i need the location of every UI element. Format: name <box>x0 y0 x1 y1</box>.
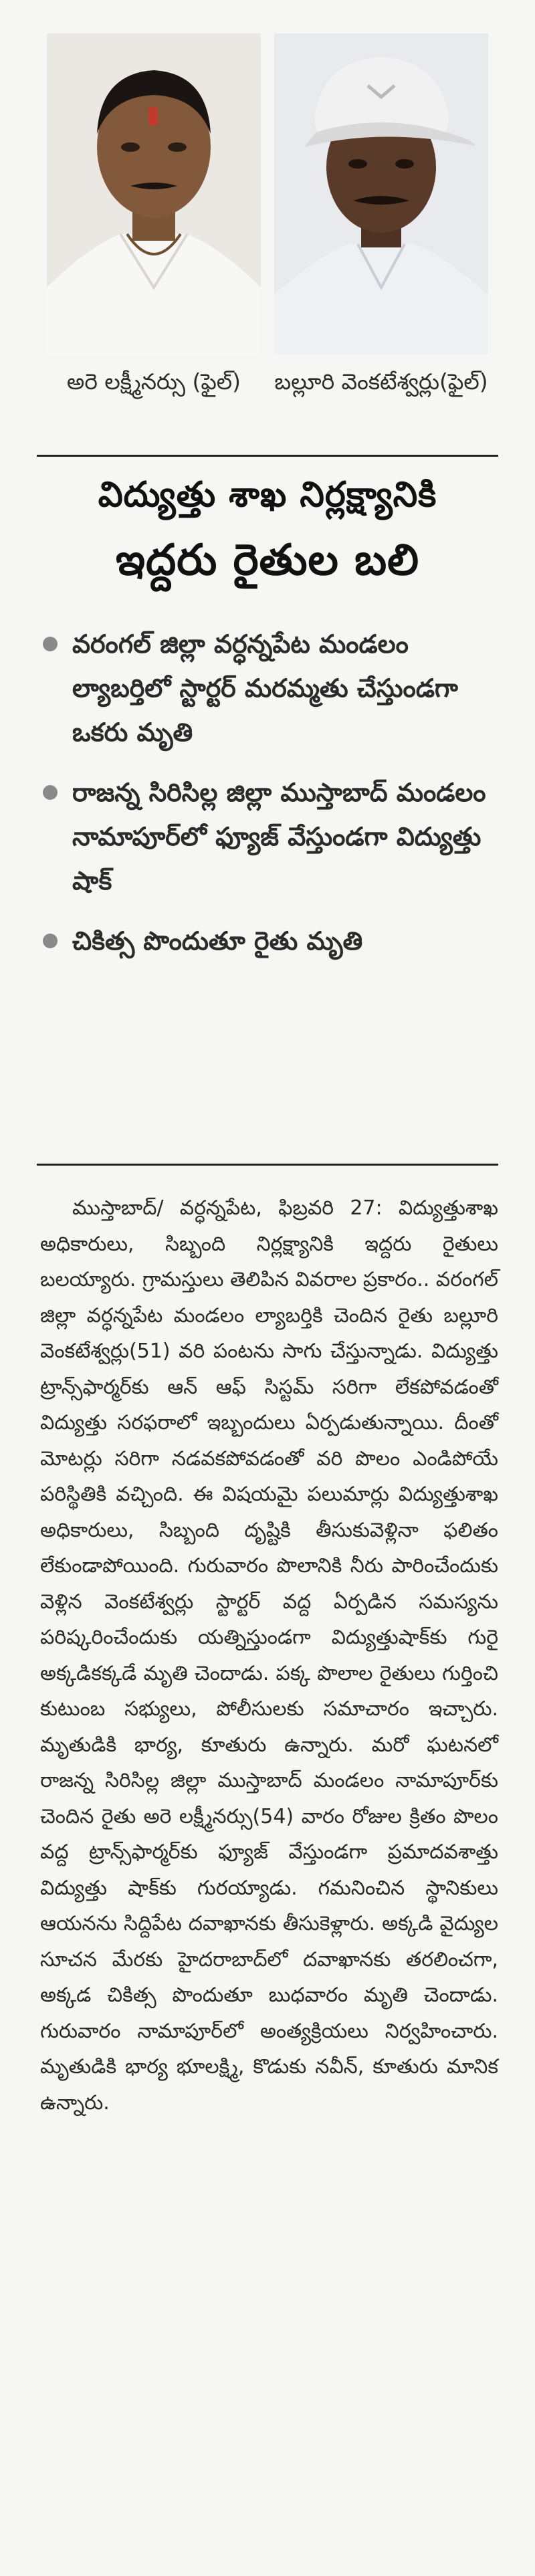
bullet-icon <box>43 934 58 948</box>
caption-venkateshwarlu: బల్లూరి వెంకటేశ్వర్లు(ఫైల్) <box>274 368 488 395</box>
headline-top-rule <box>37 455 498 457</box>
portrait-photo-lakshminarsu <box>47 33 261 354</box>
portrait-photo-venkateshwarlu <box>274 33 488 354</box>
headline-line-1: విద్యుత్తు శాఖ నిర్లక్ష్యానికి <box>98 475 437 515</box>
article-body: ముస్తాబాద్/ వర్ధన్నపేట, ఫిబ్రవరి 27: విద్యుత్తుశాఖ అధికారులు, సిబ్బంది నిర్లక్ష్యానికి ఇద్దరు రైతులు బలయ్యారు. గ్రామస్తులు తెలిపిన వివరాల ప్రకారం.. వరంగల్ జిల్లా వర్ధన్నపేట మండలం ల్యాబర్తికి చెందిన రైతు బల్లూరి వెంకటేశ్వర్లు(51) వరి పంటను సాగు చేస్తున్నాడు. విద్యుత్తు ట్రాన్స్‌ఫార్మర్‌కు ఆన్ ఆఫ్ సిస్టమ్ సరిగా లేకపోవడంతో విద్యుత్తు సరఫరాలో ఇబ్బందులు ఏర్పడుతున్నాయి. దీంతో మోటర్లు సరిగా నడవకపోవడంతో వరి పొలం ఎండిపోయే పరిస్థితికి వచ్చింది. ఈ విషయమై పలుమార్లు విద్యుత్తుశాఖ అధికారులు, సిబ్బంది దృష్టికి తీసుకువెళ్లినా ఫలితం లేకుండాపోయింది. గురువారం పొలానికి నీరు పారించేందుకు వెళ్లిన వెంకటేశ్వర్లు స్టార్టర్ వద్ద ఏర్పడిన సమస్యను పరిష్కరించేందుకు యత్నిస్తుండగా విద్యుత్తుషాక్‌కు గురై అక్కడికక్కడే మృతి చెందాడు. పక్క పొలాల రైతులు గుర్తించి కుటుంబ సభ్యులు, పోలీసులకు సమాచారం ఇచ్చారు. మృతుడికి భార్య, కూతురు ఉన్నారు. మరో ఘటనలో రాజన్న సిరిసిల్ల జిల్లా ముస్తాబాద్ మండలం నామాపూర్‌కు చెందిన రైతు అరె లక్ష్మీనర్సు(54) వారం రోజుల క్రితం పొలం వద్ద ట్రాన్స్‌ఫార్మర్‌కు ఫ్యూజ్ వేస్తుండగా ప్రమాదవశాత్తు విద్యుత్తు షాక్‌కు గురయ్యాడు. గమనించిన స్థానికులు ఆయనను సిద్దిపేట దవాఖానకు తీసుకెళ్లారు. అక్కడి వైద్యుల సూచన మేరకు హైదరాబాద్‌లో దవాఖానకు తరలించగా, అక్కడ చికిత్స పొందుతూ బుధవారం మృతి చెందాడు. గురువారం నామాపూర్‌లో అంత్యక్రియలు నిర్వహించారు. మృతుడికి భార్య భూలక్ష్మి, కొడుకు నవీన్, కూతురు మానిక ఉన్నారు. <box>40 1196 498 2115</box>
photo-captions <box>47 364 488 445</box>
highlight-item <box>40 622 498 754</box>
highlight-item <box>40 919 498 963</box>
body-top-rule <box>37 1164 498 1166</box>
highlight-item <box>40 770 498 903</box>
bullet-icon <box>43 785 58 800</box>
highlight-text: వరంగల్ జిల్లా వర్ధన్నపేట మండలం ల్యాబర్తిలో స్టార్టర్ మరమ్మతు చేస్తుండగా ఒకరు మృతి <box>72 629 458 747</box>
photo-row <box>47 33 488 354</box>
headline-line-2: ఇద్దరు రైతుల బలి <box>115 536 420 585</box>
highlight-text: చికిత్స పొందుతూ రైతు మృతి <box>72 926 363 956</box>
caption-lakshminarsu: అరె లక్ష్మీనర్సు (ఫైల్) <box>66 368 241 395</box>
bullet-icon <box>43 637 58 651</box>
highlight-text: రాజన్న సిరిసిల్ల జిల్లా ముస్తాబాద్ మండలం నామాపూర్‌లో ఫ్యూజ్ వేస్తుండగా విద్యుత్తు షాక్ <box>72 778 486 895</box>
highlights-list <box>40 622 498 979</box>
